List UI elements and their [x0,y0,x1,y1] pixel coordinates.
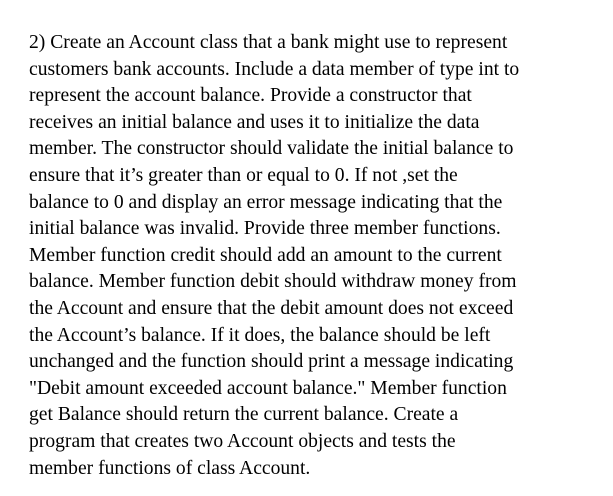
problem-statement-paragraph [29,30,604,482]
text-line: unchanged and the function should print a message indicating [29,351,514,373]
text-line: program that creates two Account objects and tests the [29,430,456,452]
text-line: get Balance should return the current balance. Create a [29,404,459,426]
text-line: member functions of class Account. [29,457,311,479]
text-line: the Account and ensure that the debit amount does not exceed [29,297,514,319]
text-line: "Debit amount exceeded account balance." Member function [29,377,507,399]
text-line: the Account’s balance. If it does, the balance should be left [29,324,491,346]
text-line: ensure that it’s greater than or equal to 0. If not ,set the [29,164,458,186]
text-line: receives an initial balance and uses it to initialize the data [29,111,480,133]
text-line: member. The constructor should validate the initial balance to [29,138,514,160]
text-line: balance. Member function debit should withdraw money from [29,271,517,293]
text-line: customers bank accounts. Include a data member of type int to [29,58,520,80]
text-line: represent the account balance. Provide a constructor that [29,85,472,107]
text-line: 2) Create an Account class that a bank might use to represent [29,32,508,53]
text-line: initial balance was invalid. Provide three member functions. [29,218,501,240]
text-line: Member function credit should add an amount to the current [29,244,502,266]
text-line: balance to 0 and display an error message indicating that the [29,191,503,213]
